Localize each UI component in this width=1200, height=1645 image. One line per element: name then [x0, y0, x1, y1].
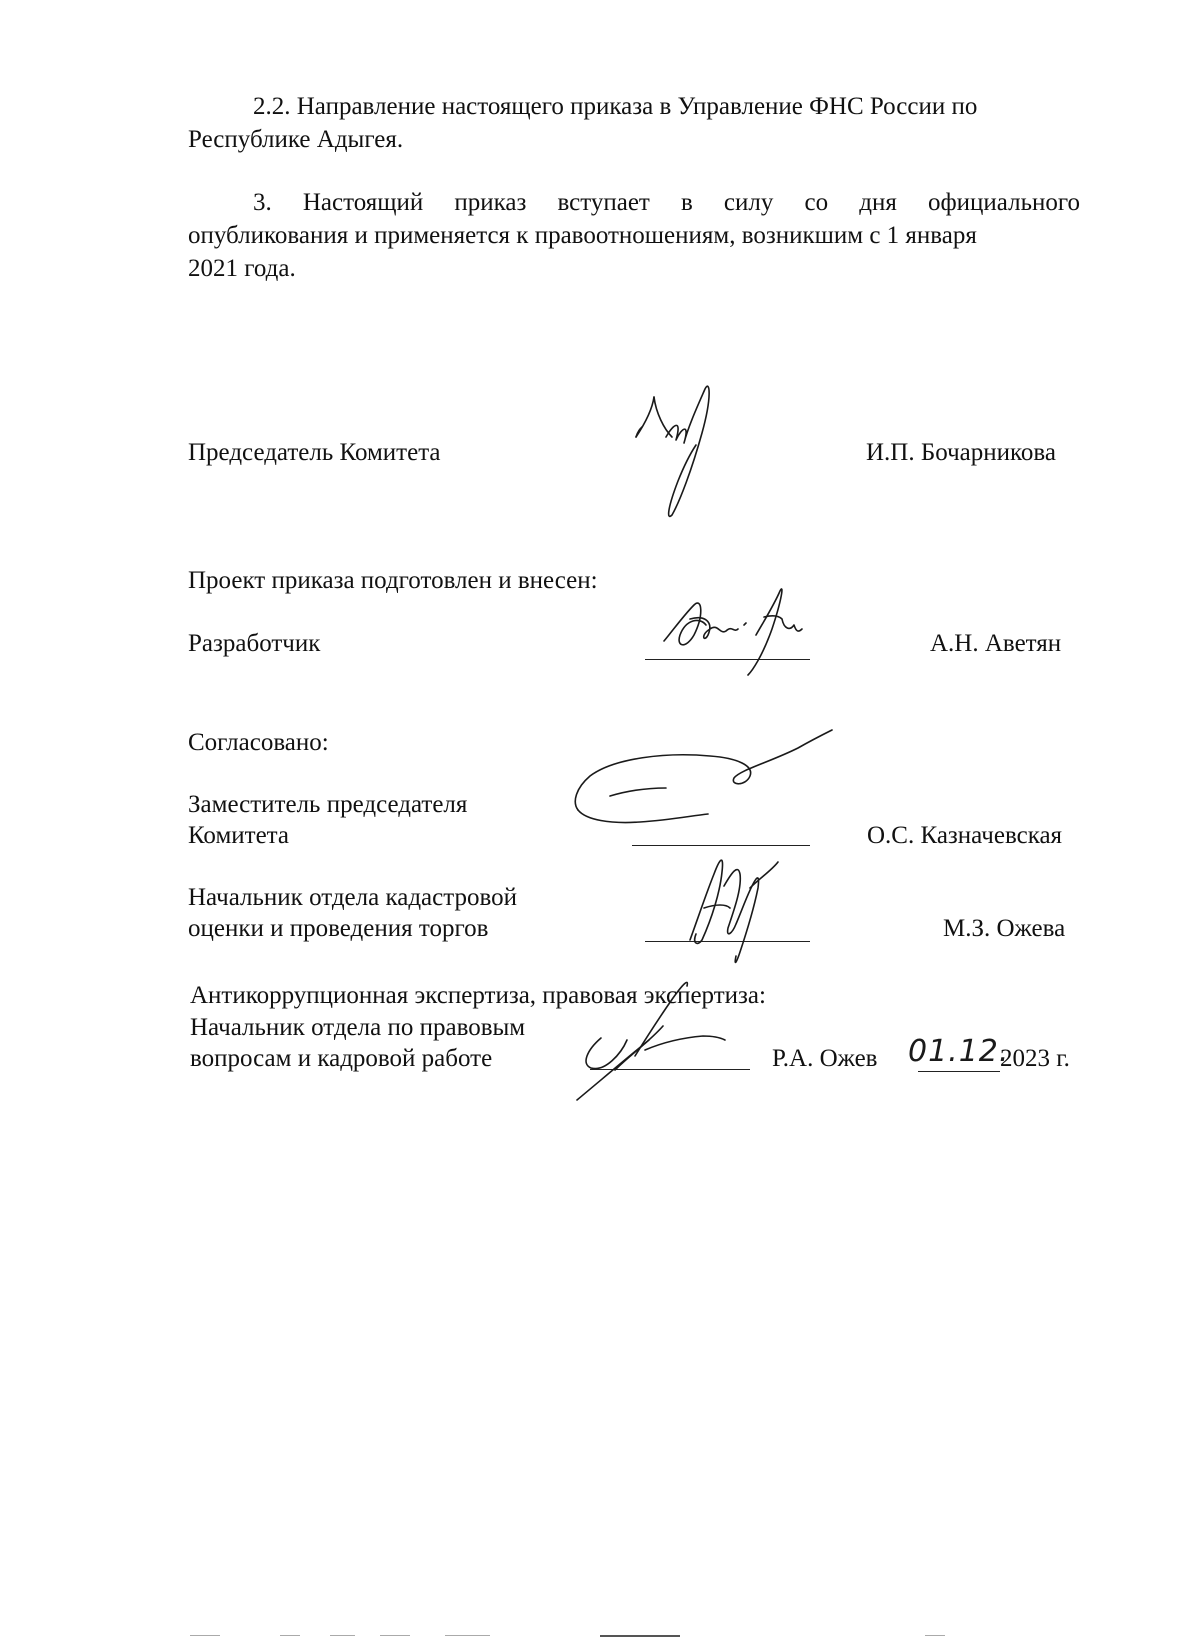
project-heading: Проект приказа подготовлен и внесен: — [188, 567, 598, 594]
deputy-name: О.С. Казначевская — [867, 822, 1063, 849]
scan-artifact — [280, 1635, 300, 1636]
deputy-signature-line — [632, 845, 810, 846]
cadastral-title-line2: оценки и проведения торгов — [188, 915, 489, 942]
developer-signature — [660, 585, 820, 680]
expertise-signature — [575, 978, 755, 1103]
paragraph-2-2-line2: Республике Адыгея. — [188, 126, 404, 153]
scan-artifact — [445, 1635, 490, 1636]
paragraph-2-2 — [188, 90, 1080, 156]
expertise-heading: Антикоррупционная экспертиза, правовая экспертиза: — [190, 982, 766, 1009]
cadastral-signature — [680, 848, 790, 968]
scan-artifact — [190, 1635, 220, 1636]
cadastral-name: М.З. Ожева — [943, 915, 1066, 942]
chairman-name: И.П. Бочарникова — [866, 439, 1056, 466]
paragraph-3-line2: опубликования и применяется к правоотношениям, возникшим с 1 января — [188, 222, 977, 249]
deputy-title-line1: Заместитель председателя — [188, 791, 468, 818]
paragraph-3-line3: 2021 года. — [188, 255, 296, 282]
expertise-date-handwritten: 01.12. — [908, 1034, 1010, 1069]
expertise-title-line2: вопросам и кадровой работе — [190, 1045, 493, 1072]
paragraph-3 — [188, 186, 1080, 285]
scan-artifact — [925, 1635, 945, 1636]
chairman-title: Председатель Комитета — [188, 439, 441, 466]
expertise-title-line1: Начальник отдела по правовым — [190, 1014, 526, 1041]
expertise-name: Р.А. Ожев — [772, 1045, 878, 1072]
scan-artifact — [330, 1635, 355, 1636]
deputy-title-line2: Комитета — [188, 822, 290, 849]
scan-artifact — [600, 1635, 680, 1637]
chairman-signature — [630, 385, 730, 520]
paragraph-2-2-line1: 2.2. Направление настоящего приказа в Управление ФНС России по — [253, 93, 978, 120]
deputy-signature — [570, 730, 840, 830]
agreed-heading: Согласовано: — [188, 729, 329, 756]
paragraph-3-line1: 3. Настоящий приказ вступает в силу со дня официального — [253, 189, 1080, 216]
developer-name: А.Н. Аветян — [930, 630, 1062, 657]
cadastral-title-line1: Начальник отдела кадастровой — [188, 884, 517, 911]
scan-artifact — [380, 1635, 410, 1636]
expertise-date-line — [918, 1071, 1000, 1072]
developer-role: Разработчик — [188, 630, 321, 657]
expertise-year: 2023 г. — [1000, 1045, 1070, 1072]
